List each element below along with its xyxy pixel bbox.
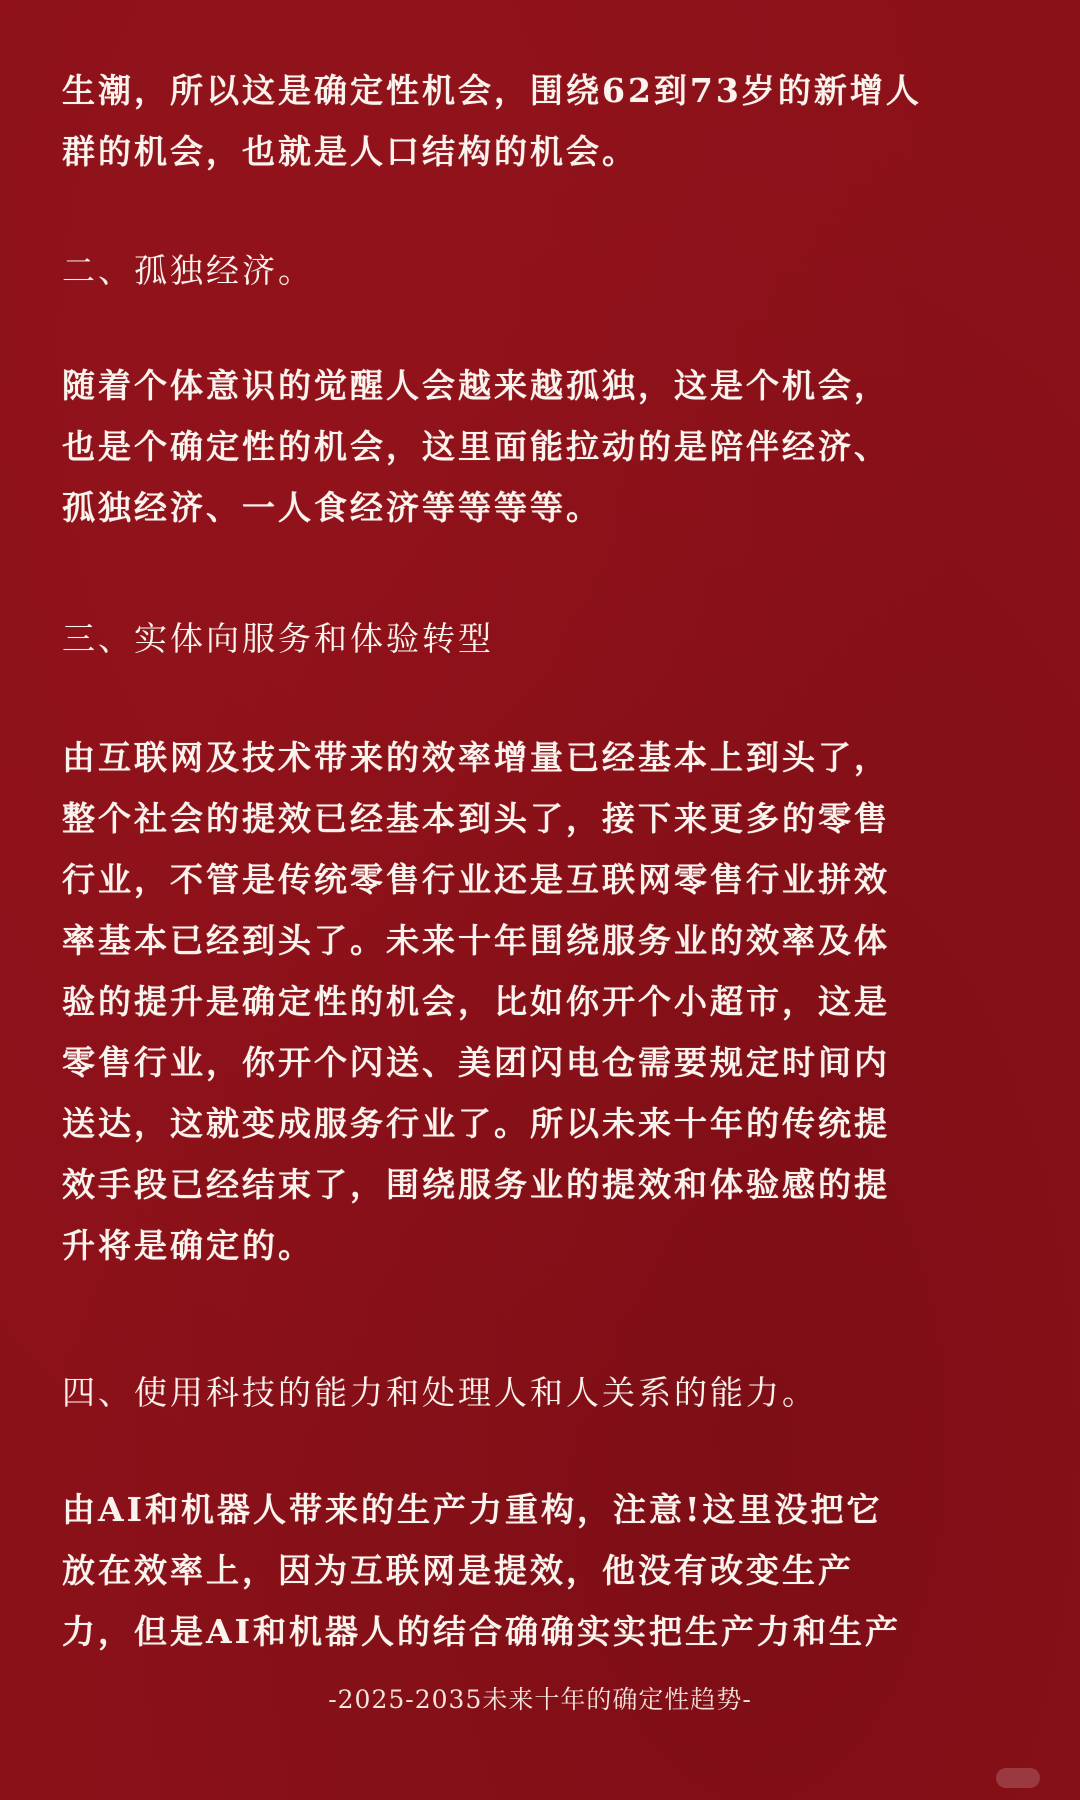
text-line: 升将是确定的。 [62,1226,314,1265]
section-4-paragraph [62,1479,1022,1662]
intro-paragraph [62,60,1022,182]
text-line: 也是个确定性的机会，这里面能拉动的是陪伴经济、 [62,427,890,466]
text-line: 送达，这就变成服务行业了。所以未来十年的传统提 [62,1104,890,1143]
text-line: 率基本已经到头了。未来十年围绕服务业的效率及体 [62,921,890,960]
text-line: 孤独经济、一人食经济等等等等。 [62,488,602,527]
text-line: 效手段已经结束了，围绕服务业的提效和体验感的提 [62,1165,890,1204]
text-line: 整个社会的提效已经基本到头了，接下来更多的零售 [62,799,890,838]
text-line: 行业，不管是传统零售行业还是互联网零售行业拼效 [62,860,890,899]
article-content [62,60,1022,1662]
text-line: 随着个体意识的觉醒人会越来越孤独，这是个机会， [62,366,890,405]
section-2-paragraph [62,355,1022,538]
text-line: 由AI和机器人带来的生产力重构，注意!这里没把它 [62,1490,883,1529]
text-line: 生潮，所以这是确定性机会，围绕62到73岁的新增人 [62,71,922,110]
section-3-paragraph [62,727,1022,1276]
section-2-heading: 二、孤独经济。 [62,251,314,290]
section-4-heading: 四、使用科技的能力和处理人和人关系的能力。 [62,1373,818,1412]
text-line: 由互联网及技术带来的效率增量已经基本上到头了， [62,738,890,777]
text-line: 验的提升是确定性的机会，比如你开个小超市，这是 [62,982,890,1021]
text-line: 群的机会，也就是人口结构的机会。 [62,132,638,171]
watermark-logo [996,1768,1040,1788]
section-3-heading: 三、实体向服务和体验转型 [62,619,494,658]
page-footer: -2025-2035未来十年的确定性趋势- [328,1685,752,1714]
text-line: 力，但是AI和机器人的结合确确实实把生产力和生产 [62,1612,902,1651]
text-line: 放在效率上，因为互联网是提效，他没有改变生产 [62,1551,854,1590]
text-line: 零售行业，你开个闪送、美团闪电仓需要规定时间内 [62,1043,890,1082]
